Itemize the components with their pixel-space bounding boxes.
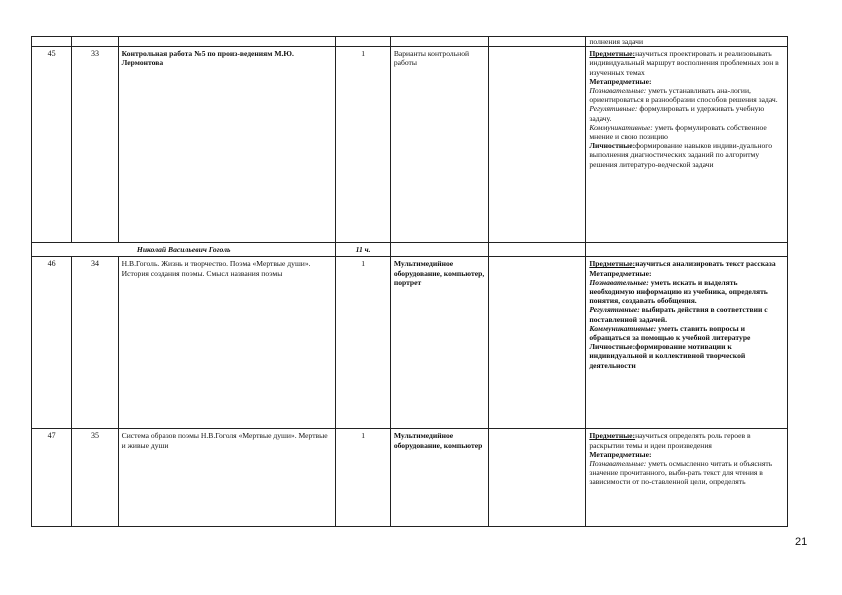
table-row xyxy=(32,47,788,243)
meta-label: Метапредметные: xyxy=(589,449,652,459)
table-row xyxy=(32,257,788,429)
communicative-label: Коммуникативные: xyxy=(589,122,653,132)
lesson-number: 33 xyxy=(72,47,118,243)
cognitive-text: уметь осмысленно читать и объяснять значение прочитанного, выби-рать текст для чтения в зависимости от по-ставленной цели, определять xyxy=(589,459,773,487)
meta-label: Метапредметные: xyxy=(589,268,652,278)
lesson-plan-table xyxy=(31,36,788,527)
personal-text: формирование мотивации к индивидуальной и коллективной творческой деятельности xyxy=(589,342,746,370)
cognitive-text: уметь искать и выделять необходимую информацию из учебника, определять понятия, создавать обобщения. xyxy=(589,277,768,306)
lesson-topic: Контрольная работа №5 по произ-ведениям М.Ю. Лермонтова xyxy=(118,47,336,243)
communicative-label: Коммуникативные: xyxy=(589,323,657,333)
row-number: 47 xyxy=(32,429,72,527)
cognitive-text: уметь устанавливать ана-логии, ориентироваться в разнообразии способов решения задач. xyxy=(589,86,778,105)
lesson-hours: 1 xyxy=(336,47,390,243)
lesson-equipment: Мультимедийное оборудование, компьютер, портрет xyxy=(390,257,488,429)
subject-label: Предметные: xyxy=(589,49,636,59)
learning-outcomes xyxy=(586,257,788,429)
regulatory-label: Регулятивные: xyxy=(589,305,640,315)
cognitive-label: Познавательные: xyxy=(589,86,647,96)
communicative-text: уметь ставить вопросы и обращаться за помощью к учебной литературе xyxy=(589,323,751,343)
row-number: 46 xyxy=(32,257,72,429)
regulatory-label: Регулятивные: xyxy=(589,104,638,114)
lesson-hours: 1 xyxy=(336,429,390,527)
regulatory-text: формулировать и удерживать учебную задачу. xyxy=(589,104,765,123)
subject-text: научиться определять роль героев в раскрытии темы и идеи произведения xyxy=(589,431,751,450)
subject-label: Предметные: xyxy=(589,259,636,269)
cognitive-label: Познавательные: xyxy=(589,277,649,287)
personal-label: Личностные: xyxy=(589,342,636,352)
learning-outcomes xyxy=(586,429,788,527)
lesson-number: 34 xyxy=(72,257,118,429)
section-hours: 11 ч. xyxy=(336,243,390,257)
subject-text: научиться анализировать текст рассказа xyxy=(635,259,776,269)
lesson-number: 35 xyxy=(72,429,118,527)
learning-outcomes xyxy=(586,47,788,243)
lesson-empty-cell xyxy=(488,47,586,243)
section-title: Николай Васильевич Гоголь xyxy=(32,243,336,257)
meta-label: Метапредметные: xyxy=(589,76,652,86)
row-number: 45 xyxy=(32,47,72,243)
table-row xyxy=(32,429,788,527)
lesson-hours: 1 xyxy=(336,257,390,429)
regulatory-text: выбирать действия в соответствии с поставленной задачей. xyxy=(589,305,768,324)
lesson-equipment: Мультимедийное оборудование, компьютер xyxy=(390,429,488,527)
lesson-empty-cell xyxy=(488,429,586,527)
continuation-text: полнения задачи xyxy=(586,37,788,47)
subject-text: научиться проектировать и реализовывать индивидуальный маршрут восполнения проблемных зон в изученных темах xyxy=(589,49,779,77)
lesson-topic xyxy=(118,257,336,429)
personal-text: формирование навыков индиви-дуального выполнения диагностических заданий по алгоритму решения литературо-ведческой задачи xyxy=(589,141,773,169)
cognitive-label: Познавательные: xyxy=(589,459,647,469)
page-number: 21 xyxy=(795,536,808,548)
lesson-equipment: Варианты контрольной работы xyxy=(390,47,488,243)
personal-label: Личностные: xyxy=(589,141,636,151)
subject-label: Предметные: xyxy=(589,431,636,441)
lesson-topic: Система образов поэмы Н.В.Гоголя «Мертвые души». Мертвые и живые души xyxy=(118,429,336,527)
section-header-row xyxy=(32,243,788,257)
table-row-continuation xyxy=(32,37,788,47)
lesson-empty-cell xyxy=(488,257,586,429)
communicative-text: уметь формулировать собственное мнение и свою позицию xyxy=(589,122,767,142)
lesson-topic-text: Н.В.Гоголь. Жизнь и творчество. Поэма «Мертвые души». История создания поэмы. Смысл названия поэмы xyxy=(121,259,311,278)
